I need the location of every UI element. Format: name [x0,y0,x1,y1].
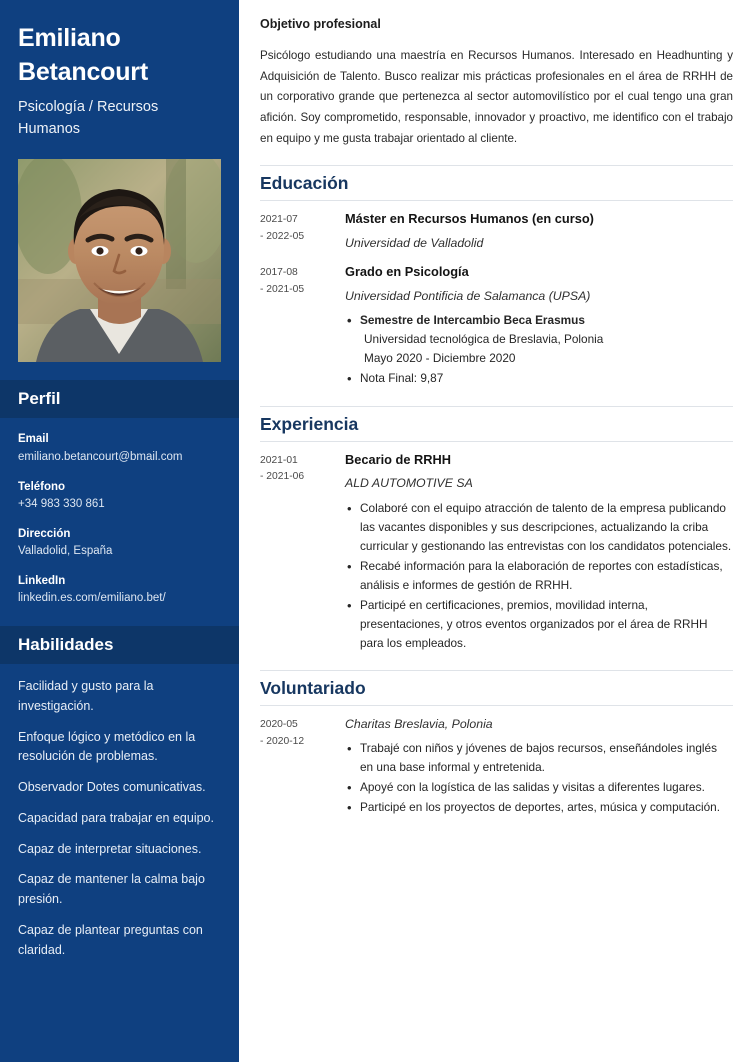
entry-org: Charitas Breslavia, Polonia [345,717,493,732]
main-content [239,0,750,1062]
section-experiencia [260,406,733,655]
list-item: • Nota Final: 9,87 [345,369,733,388]
contact-value-email[interactable]: emiliano.betancourt@bmail.com [18,451,183,464]
list-item: • Colaboré con el equipo atracción de talento de la empresa publicando las vacantes disponibles y sus descripciones, actualizando la criba curricular y gestionando las entrevistas con los candidatos potenciales. [345,499,733,556]
entry-body [334,451,733,655]
entry-title: Máster en Recursos Humanos (en curso) [345,211,594,227]
contact-item-linkedin [18,573,221,608]
entry-bullet-list [345,739,733,817]
bullet-text: Semestre de Intercambio Beca Erasmus [360,313,585,328]
entry-body [334,715,733,818]
contact-value-linkedin[interactable]: linkedin.es.com/emiliano.bet/ [18,592,166,605]
photo-container [0,140,239,362]
contact-label-address: Dirección [18,527,71,540]
date-end: - 2021-06 [260,471,305,483]
contact-value-address: Valladolid, España [18,545,113,558]
entry-date-range [260,715,334,818]
contact-item-email [18,431,221,466]
entry-body [334,210,733,252]
section-educacion [260,165,733,389]
sidebar-section-header-perfil [0,380,239,418]
entry-date-range [260,451,334,655]
date-end: - 2020-12 [260,736,305,748]
section-voluntariado [260,670,733,818]
objetivo-text: Psicólogo estudiando una maestría en Recursos Humanos. Interesado en Headhunting y Adquisición de Talento. Busco realizar mis prácticas profesionales en el área de RRHH de un corporativo grande que pertenezca al sector automovilístico por el cual tengo una gran afición. Soy comprometido, responsable, innovador y proactivo, me identifico con el trabajo en equipo y me gusta trabajar orientado al cliente. [260,49,733,145]
sidebar-section-header-habilidades [0,626,239,664]
list-item: • Participé en certificaciones, premios, movilidad interna, presentaciones, y otros eventos organizados por el área de RRHH para los empleados. [345,596,733,653]
entry-body [334,263,733,389]
list-item: Capaz de interpretar situaciones. [18,841,202,856]
date-start: 2017-08 [260,267,298,279]
last-name: Betancourt [18,57,148,86]
entry-date-range [260,210,334,252]
list-item: • Trabajé con niños y jóvenes de bajos recursos, enseñándoles inglés en una base informal y entretenida. [345,739,733,777]
entry-date-range [260,263,334,389]
date-end: - 2022-05 [260,230,305,242]
objetivo-heading: Objetivo profesional [260,17,381,31]
date-start: 2021-01 [260,454,298,466]
contact-label-linkedin: LinkedIn [18,574,66,587]
bullet-subline: Universidad tecnológica de Breslavia, Polonia [364,332,604,347]
contact-list [0,418,239,607]
bullet-subline: Mayo 2020 - Diciembre 2020 [364,351,516,366]
educacion-header-rule [260,165,733,201]
skills-list [0,664,239,960]
section-objetivo [260,17,733,149]
list-item [345,311,733,368]
volunteering-entry [260,715,733,818]
sidebar [0,0,239,1062]
list-item: Facilidad y gusto para la investigación. [18,679,154,713]
list-item: Capaz de mantener la calma bajo presión. [18,872,205,907]
date-end: - 2021-05 [260,283,305,295]
list-item: • Participé en los proyectos de deportes, artes, música y computación. [345,798,733,817]
list-item: Capaz de plantear preguntas con claridad. [18,922,203,957]
voluntariado-heading: Voluntariado [260,678,366,699]
list-item: Capacidad para trabajar en equipo. [18,810,214,825]
first-name: Emiliano [18,24,121,52]
habilidades-heading: Habilidades [18,634,114,654]
contact-item-phone [18,479,221,514]
entry-org: Universidad de Valladolid [345,235,484,250]
education-entry [260,210,733,252]
educacion-heading: Educación [260,173,349,194]
contact-value-phone[interactable]: +34 983 330 861 [18,498,105,511]
contact-item-address [18,526,221,561]
profile-photo [18,159,221,362]
entry-bullet-list [345,311,733,388]
date-start: 2020-05 [260,719,298,731]
list-item: • Apoyé con la logística de las salidas y visitas a diferentes lugares. [345,778,733,797]
list-item: Enfoque lógico y metódico en la resolución de problemas. [18,729,196,764]
education-entry [260,263,733,389]
date-start: 2021-07 [260,214,298,226]
entry-bullet-list [345,499,733,654]
entry-title: Grado en Psicología [345,264,469,280]
contact-label-email: Email [18,433,49,446]
experience-entry [260,451,733,655]
contact-label-phone: Teléfono [18,480,66,493]
entry-org: ALD AUTOMOTIVE SA [345,476,473,491]
perfil-heading: Perfil [18,389,61,409]
experiencia-heading: Experiencia [260,413,359,434]
entry-org: Universidad Pontificia de Salamanca (UPSA) [345,288,591,303]
list-item: • Recabé información para la elaboración de reportes con estadísticas, análisis e informes de gestión de RRHH. [345,557,733,595]
job-title: Psicología / Recursos Humanos [18,99,159,138]
entry-title: Becario de RRHH [345,451,451,467]
name-block [0,0,239,140]
experiencia-header-rule [260,406,733,442]
list-item: Observador Dotes comunicativas. [18,780,206,795]
voluntariado-header-rule [260,670,733,706]
